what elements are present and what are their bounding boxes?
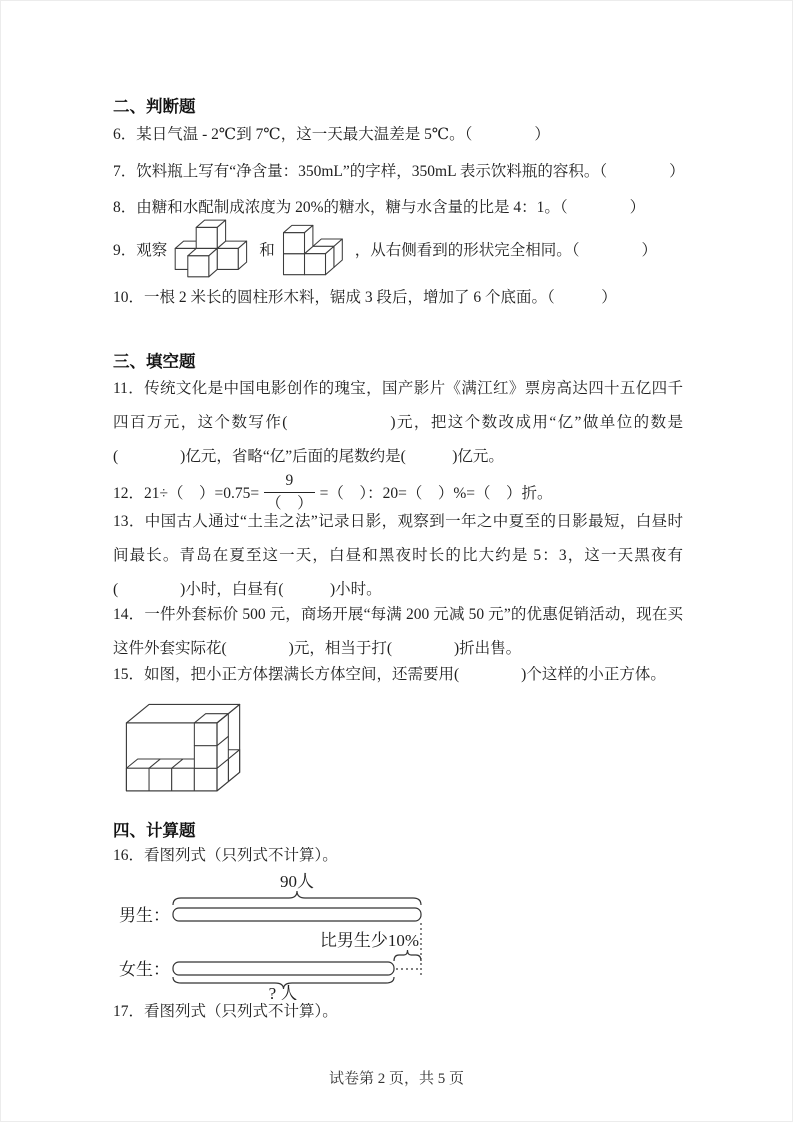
cuboid-fill-figure	[118, 690, 246, 795]
question-13: 13．中国古人通过“土圭之法”记录日影，观察到一年之中夏至的日影最短，白昼时间最长。青岛在夏至这一天，白昼和黑夜时长的比大约是 5：3，这一天黑夜有( )小时，白昼有( )小时。	[113, 513, 683, 598]
question-9-suffix: ，从右侧看到的形状完全相同。（ ）	[354, 242, 658, 259]
question-11: 11．传统文化是中国电影创作的瑰宝，国产影片《满江红》票房高达四十五亿四千四百万元，这个数写作( )元，把这个数改成用“亿”做单位的数是( )亿元，省略“亿”后面的尾数约是( )亿元。	[113, 380, 683, 465]
girls-bar	[173, 962, 394, 975]
section-calculation-heading: 四、计算题	[113, 821, 196, 840]
question-16: 16．看图列式（只列式不计算）。	[113, 847, 338, 864]
question-16-diagram-wrap	[115, 872, 437, 1000]
difference-label: 比男生少10%	[319, 931, 419, 950]
fraction-numerator: 9	[264, 471, 315, 492]
question-8: 8．由糖和水配制成浓度为 20%的糖水，糖与水含量的比是 4：1。（ ）	[113, 199, 646, 216]
question-9-prefix: 9．观察	[113, 242, 168, 259]
fraction-denominator: （ ）	[266, 494, 313, 512]
question-6: 6．某日气温 - 2℃到 7℃，这一天最大温差是 5℃。（ ）	[113, 126, 550, 143]
question-7: 7．饮料瓶上写有“净含量：350mL”的字样，350mL 表示饮料瓶的容积。（ ）	[113, 163, 685, 180]
question-9	[113, 215, 683, 283]
question-15: 15．如图，把小正方体摆满长方体空间，还需要用( )个这样的小正方体。	[113, 666, 666, 683]
girls-total-label: ? 人	[268, 984, 298, 1000]
section-judgement-heading: 二、判断题	[113, 97, 196, 116]
page-footer: 试卷第 2 页，共 5 页	[328, 1071, 464, 1087]
girls-label: 女生：	[119, 960, 170, 979]
question-12-suffix: =（ ）：20=（ ）%=（ ）折。	[319, 485, 553, 502]
cube-arrangement-figure-1	[171, 219, 255, 280]
boys-bar	[173, 908, 421, 921]
total-label: 90人	[280, 872, 314, 891]
gap-brace	[394, 950, 421, 961]
bar-diagram	[115, 872, 437, 1000]
overbrace-90	[173, 891, 421, 905]
question-15-figure-wrap	[118, 690, 246, 795]
question-12-prefix: 12．21÷（ ）=0.75=	[113, 485, 260, 502]
question-17: 17．看图列式（只列式不计算）。	[113, 1003, 338, 1020]
cube-arrangement-figure-2	[279, 218, 351, 281]
question-10: 10．一根 2 米长的圆柱形木料，锯成 3 段后，增加了 6 个底面。（ ）	[113, 289, 617, 306]
section-fill-heading: 三、填空题	[113, 352, 196, 371]
boys-label: 男生：	[119, 906, 170, 925]
question-9-connector: 和	[259, 242, 275, 259]
question-14: 14．一件外套标价 500 元，商场开展“每满 200 元减 50 元”的优惠促销活动，现在买这件外套实际花( )元，相当于打( )折出售。	[113, 606, 683, 657]
